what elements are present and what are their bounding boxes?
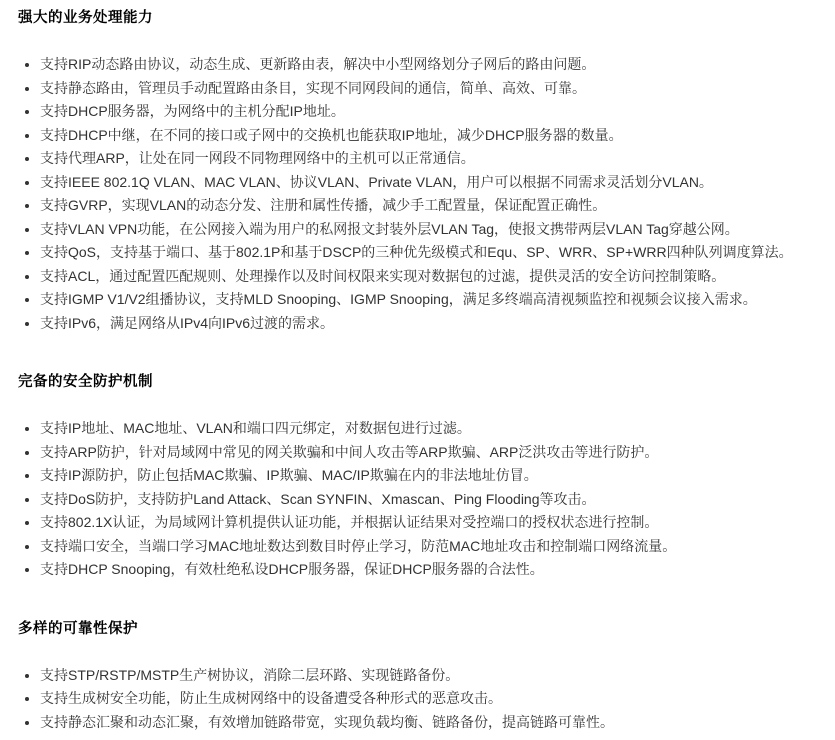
feature-item xyxy=(14,218,821,242)
feature-item xyxy=(14,53,821,77)
feature-text: 支持DHCP服务器，为网络中的主机分配IP地址。 xyxy=(40,103,345,119)
feature-item xyxy=(14,687,821,711)
feature-item xyxy=(14,488,821,512)
feature-item xyxy=(14,241,821,265)
feature-text: 支持IGMP V1/V2组播协议，支持MLD Snooping、IGMP Snooping，满足多终端高清视频监控和视频会议接入需求。 xyxy=(40,291,757,307)
feature-item xyxy=(14,77,821,101)
feature-item xyxy=(14,417,821,441)
bullet-icon xyxy=(25,474,29,478)
section-heading: 完备的安全防护机制 xyxy=(18,374,153,390)
feature-text: 支持ARP防护，针对局域网中常见的网关欺骗和中间人攻击等ARP欺骗、ARP泛洪攻击等进行防护。 xyxy=(40,443,659,460)
feature-item xyxy=(14,100,821,124)
feature-item xyxy=(14,535,821,559)
feature-text: 支持DoS防护，支持防护Land Attack、Scan SYNFIN、Xmascan、Ping Flooding等攻击。 xyxy=(40,490,596,507)
feature-item xyxy=(14,711,821,735)
feature-text: 支持DHCP中继，在不同的接口或子网中的交换机也能获取IP地址，减少DHCP服务器的数量。 xyxy=(40,126,623,143)
feature-text: 支持生成树安全功能，防止生成树网络中的设备遭受各种形式的恶意攻击。 xyxy=(40,690,502,706)
feature-item xyxy=(14,441,821,465)
feature-item xyxy=(14,464,821,488)
feature-item xyxy=(14,147,821,171)
feature-item xyxy=(14,171,821,195)
section-heading: 多样的可靠性保护 xyxy=(18,620,138,637)
bullet-icon xyxy=(25,157,29,161)
bullet-icon xyxy=(25,721,29,725)
bullet-icon xyxy=(25,110,29,114)
feature-text: 支持VLAN VPN功能，在公网接入端为用户的私网报文封装外层VLAN Tag，使报文携带两层VLAN Tag穿越公网。 xyxy=(40,220,739,237)
feature-item xyxy=(14,558,821,582)
feature-text: 支持DHCP Snooping，有效杜绝私设DHCP服务器，保证DHCP服务器的合法性。 xyxy=(40,561,544,577)
bullet-icon xyxy=(25,568,29,572)
feature-list xyxy=(14,53,821,335)
section-business-capability xyxy=(14,9,821,335)
feature-item xyxy=(14,288,821,312)
feature-text: 支持IP源防护，防止包括MAC欺骗、IP欺骗、MAC/IP欺骗在内的非法地址仿冒。 xyxy=(40,467,538,483)
feature-item xyxy=(14,124,821,148)
bullet-icon xyxy=(25,427,29,431)
feature-text: 支持端口安全，当端口学习MAC地址数达到数目时停止学习，防范MAC地址攻击和控制端口网络流量。 xyxy=(40,537,677,554)
bullet-icon xyxy=(25,521,29,525)
bullet-icon xyxy=(25,451,29,455)
bullet-icon xyxy=(25,204,29,208)
bullet-icon xyxy=(25,275,29,279)
feature-item xyxy=(14,194,821,218)
feature-item xyxy=(14,312,821,336)
bullet-icon xyxy=(25,545,29,549)
bullet-icon xyxy=(25,322,29,326)
section-security-mechanism xyxy=(14,373,821,582)
bullet-icon xyxy=(25,697,29,701)
section-heading: 强大的业务处理能力 xyxy=(18,10,153,26)
feature-text: 支持802.1X认证，为局域网计算机提供认证功能，并根据认证结果对受控端口的授权状态进行控制。 xyxy=(40,514,659,530)
feature-list xyxy=(14,417,821,582)
feature-text: 支持QoS，支持基于端口、基于802.1P和基于DSCP的三种优先级模式和Equ、SP、WRR、SP+WRR四种队列调度算法。 xyxy=(40,244,793,260)
feature-text: 支持IPv6，满足网络从IPv4向IPv6过渡的需求。 xyxy=(40,314,335,331)
section-reliability-protection xyxy=(14,620,821,735)
feature-text: 支持IP地址、MAC地址、VLAN和端口四元绑定，对数据包进行过滤。 xyxy=(40,420,471,436)
bullet-icon xyxy=(25,228,29,232)
feature-text: 支持静态汇聚和动态汇聚，有效增加链路带宽，实现负载均衡、链路备份，提高链路可靠性。 xyxy=(40,713,614,730)
feature-text: 支持代理ARP，让处在同一网段不同物理网络中的主机可以正常通信。 xyxy=(40,150,475,166)
feature-item xyxy=(14,511,821,535)
bullet-icon xyxy=(25,298,29,302)
bullet-icon xyxy=(25,498,29,502)
bullet-icon xyxy=(25,251,29,255)
bullet-icon xyxy=(25,674,29,678)
feature-text: 支持GVRP，实现VLAN的动态分发、注册和属性传播，减少手工配置量，保证配置正确性。 xyxy=(40,197,607,213)
feature-text: 支持IEEE 802.1Q VLAN、MAC VLAN、协议VLAN、Private VLAN，用户可以根据不同需求灵活划分VLAN。 xyxy=(40,173,713,190)
bullet-icon xyxy=(25,87,29,91)
feature-text: 支持STP/RSTP/MSTP生产树协议，消除二层环路、实现链路备份。 xyxy=(40,666,460,683)
bullet-icon xyxy=(25,134,29,138)
bullet-icon xyxy=(25,181,29,185)
feature-text: 支持ACL，通过配置匹配规则、处理操作以及时间权限来实现对数据包的过滤，提供灵活的安全访问控制策略。 xyxy=(40,267,726,284)
feature-text: 支持静态路由，管理员手动配置路由条目，实现不同网段间的通信，简单、高效、可靠。 xyxy=(40,79,586,96)
feature-item xyxy=(14,664,821,688)
bullet-icon xyxy=(25,63,29,67)
feature-list xyxy=(14,664,821,735)
feature-text: 支持RIP动态路由协议，动态生成、更新路由表，解决中小型网络划分子网后的路由问题。 xyxy=(40,56,596,72)
feature-item xyxy=(14,265,821,289)
